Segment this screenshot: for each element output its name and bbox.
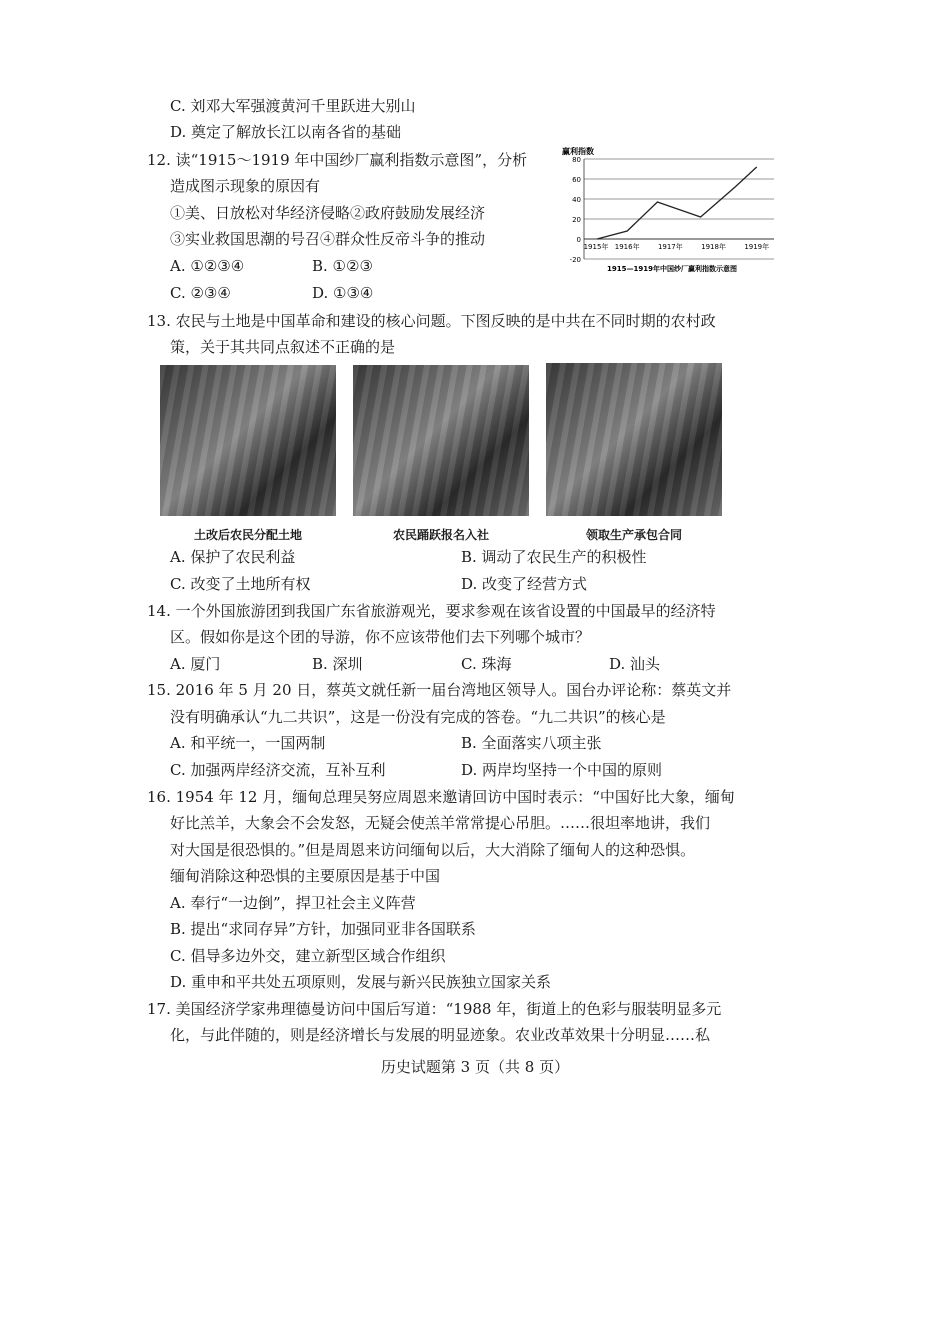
q16-stem-line1: 16. 1954 年 12 月，缅甸总理吴努应周恩来邀请回访中国时表示：“中国好比大象，缅甸 [147,788,735,806]
photo-join-cooperative [353,365,529,516]
q16-option-c: C. 倡导多边外交，建立新型区域合作组织 [170,947,446,965]
q15-option-a: A. 和平统一，一国两制 [170,734,326,752]
q12-items-line1: ①美、日放松对华经济侵略②政府鼓励发展经济 [170,204,486,222]
q17-stem-line1: 17. 美国经济学家弗理德曼访问中国后写道：“1988 年，街道上的色彩与服装明显多元 [147,1000,722,1018]
chart-x-tick-label: 1919年 [744,243,770,251]
q13-stem-line2: 策，关于其共同点叙述不正确的是 [170,338,396,356]
q15-stem-line2: 没有明确承认“九二共识”，这是一份没有完成的答卷。“九二共识”的核心是 [170,708,666,726]
chart-y-tick-label: 0 [576,236,581,244]
q13-option-a: A. 保护了农民利益 [170,548,296,566]
q14-option-b: B. 深圳 [312,655,363,673]
chart-x-tick-label: 1916年 [614,243,640,251]
q13-option-c: C. 改变了土地所有权 [170,575,311,593]
photo-caption-2: 农民踊跃报名入社 [392,528,489,542]
q11-option-d: D. 奠定了解放长江以南各省的基础 [170,123,402,141]
chart-x-ticks [584,242,770,251]
chart-y-tick-label: 20 [572,216,581,224]
q16-stem-line2: 好比羔羊，大象会不会发怒，无疑会使羔羊常常提心吊胆。……很坦率地讲，我们 [170,814,711,832]
q12-option-d: D. ①③④ [312,284,374,302]
q12-option-c: C. ②③④ [170,284,231,302]
photo-caption-3: 领取生产承包合同 [585,528,682,542]
q15-stem-line1: 15. 2016 年 5 月 20 日，蔡英文就任新一届台湾地区领导人。国台办评论称：蔡英文并 [147,681,732,699]
chart-y-tick-label: 40 [572,196,581,204]
page-footer: 历史试题第 3 页（共 8 页） [380,1058,570,1076]
chart-y-tick-label: 80 [572,156,581,164]
q16-option-b: B. 提出“求同存异”方针，加强同亚非各国联系 [170,920,476,938]
chart-x-tick-label: 1915年 [583,243,609,251]
chart-title: 1915—1919年中国纱厂赢利指数示意图 [607,265,737,273]
chart-x-tick-label: 1917年 [657,243,683,251]
q14-option-a: A. 厦门 [170,655,221,673]
profit-index-chart [562,143,782,278]
q12-stem-line1: 12. 读“1915～1919 年中国纱厂赢利指数示意图”，分析 [147,151,528,169]
q12-stem-line2: 造成图示现象的原因有 [170,177,321,195]
q16-stem-line3: 对大国是很恐惧的。”但是周恩来访问缅甸以后，大大消除了缅甸人的这种恐惧。 [170,841,696,859]
q15-option-b: B. 全面落实八项主张 [461,734,602,752]
photo-caption-1: 土改后农民分配土地 [193,528,302,542]
q13-option-d: D. 改变了经营方式 [461,575,588,593]
q13-option-b: B. 调动了农民生产的积极性 [461,548,647,566]
chart-y-tick-label: 60 [572,176,581,184]
q15-option-d: D. 两岸均坚持一个中国的原则 [461,761,663,779]
q17-stem-line2: 化，与此伴随的，则是经济增长与发展的明显迹象。农业改革效果十分明显……私 [170,1026,711,1044]
chart-y-axis-label: 赢利指数 [562,147,594,156]
q15-option-c: C. 加强两岸经济交流，互补互利 [170,761,386,779]
q12-items-line2: ③实业救国思潮的号召④群众性反帝斗争的推动 [170,230,486,248]
chart-y-tick-label: -20 [569,256,581,264]
chart-y-ticks [570,156,581,264]
chart-series-line [597,167,757,239]
q11-option-c: C. 刘邓大军强渡黄河千里跃进大别山 [170,97,416,115]
q16-option-a: A. 奉行“一边倒”，捍卫社会主义阵营 [170,894,416,912]
q13-stem-line1: 13. 农民与土地是中国革命和建设的核心问题。下图反映的是中共在不同时期的农村政 [147,312,716,330]
q12-option-a: A. ①②③④ [170,257,245,275]
photo-land-reform [160,365,336,516]
q12-option-b: B. ①②③ [312,257,373,275]
chart-x-tick-label: 1918年 [701,243,726,251]
q16-stem-line4: 缅甸消除这种恐惧的主要原因是基于中国 [170,867,441,885]
q14-option-c: C. 珠海 [461,655,512,673]
q14-option-d: D. 汕头 [609,655,661,673]
photo-contract [546,363,722,516]
q16-option-d: D. 重申和平共处五项原则，发展与新兴民族独立国家关系 [170,973,552,991]
q14-stem-line1: 14. 一个外国旅游团到我国广东省旅游观光，要求参观在该省设置的中国最早的经济特 [147,602,716,620]
q14-stem-line2: 区。假如你是这个团的导游，你不应该带他们去下列哪个城市？ [170,628,591,646]
